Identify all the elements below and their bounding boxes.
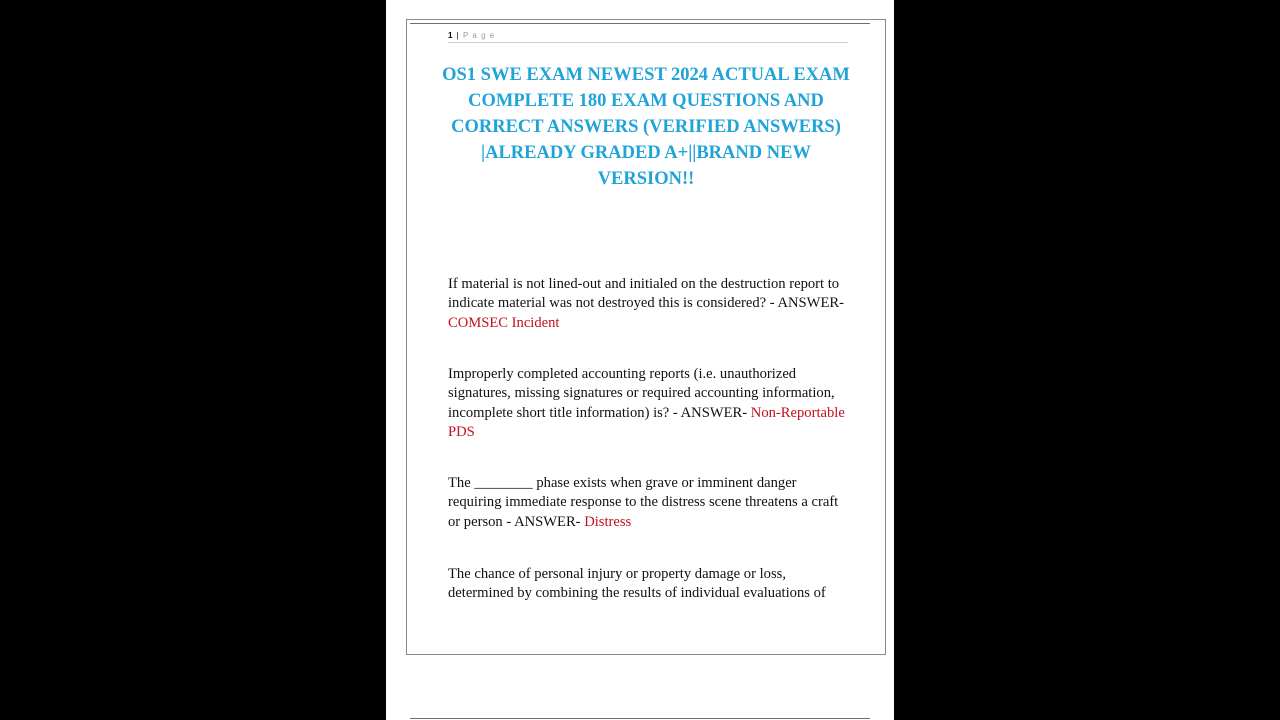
question-block <box>448 565 850 604</box>
header-separator: | <box>453 31 463 40</box>
answer-text: Distress <box>584 513 632 530</box>
next-page-divider <box>410 718 870 719</box>
question-block <box>448 474 850 532</box>
question-block <box>448 365 850 442</box>
question-text: The ________ phase exists when grave or imminent danger requiring immediate response to the distress scene threatens a craft or person - ANSWER- <box>448 475 839 530</box>
question-text: Improperly completed accounting reports (i.e. unauthorized signatures, missing signatures or required accounting information, incomplete short title information) is? - ANSWER- <box>448 366 835 421</box>
question-text: The chance of personal injury or property damage or loss, determined by combining the results of individual evaluations of <box>448 566 826 602</box>
question-block <box>448 275 850 333</box>
page-number: 1 <box>448 31 454 40</box>
document-page <box>386 0 894 720</box>
answer-text: Non-Reportable PDS <box>448 404 845 440</box>
answer-text: COMSEC Incident <box>448 314 560 331</box>
page-header <box>448 31 848 40</box>
question-text: If material is not lined-out and initialed on the destruction report to indicate material was not destroyed this is considered? - ANSWER- <box>448 276 844 312</box>
header-divider <box>448 42 848 43</box>
document-title: OS1 SWE EXAM NEWEST 2024 ACTUAL EXAM COMPLETE 180 EXAM QUESTIONS AND CORRECT ANSWERS (VERIFIED ANSWERS) |ALREADY GRADED A+||BRAND NEW VERSION!! <box>442 65 850 189</box>
page-label: P a g e <box>462 31 496 40</box>
